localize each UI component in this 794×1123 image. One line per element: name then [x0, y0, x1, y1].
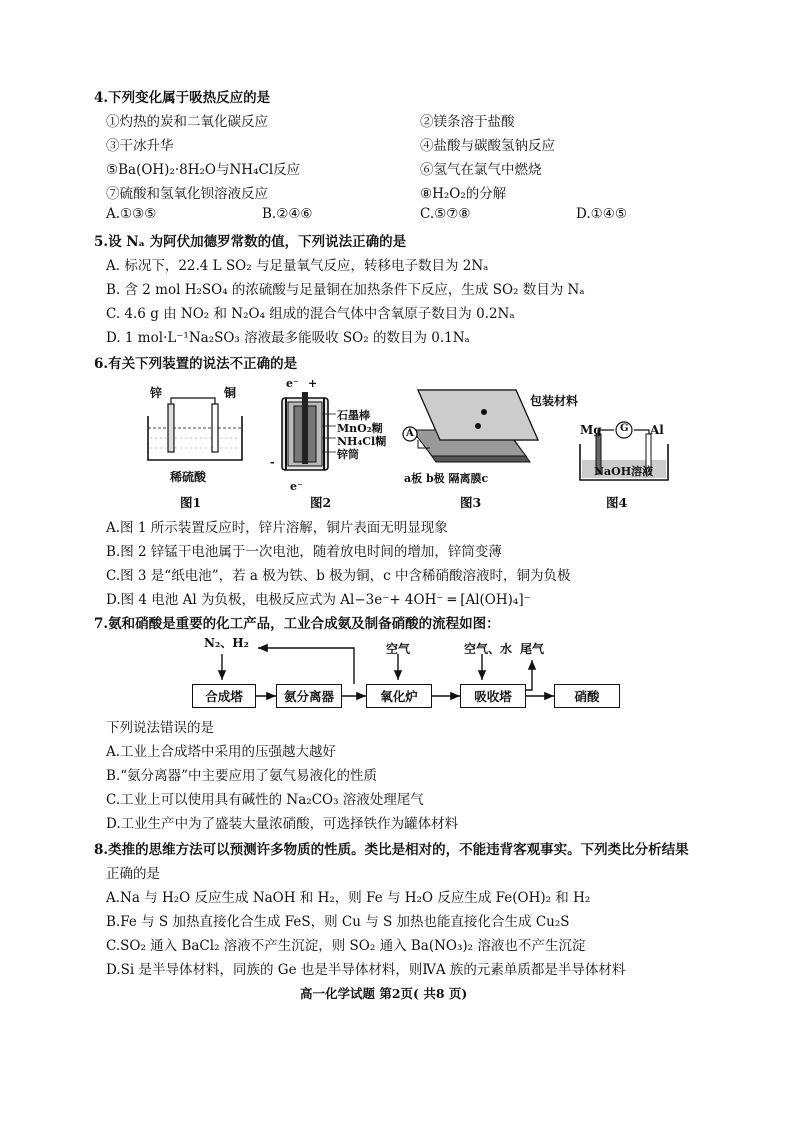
- fig2-plus: +: [308, 377, 318, 390]
- q8-option-d: D.Si 是半导体材料，同族的 Ge 也是半导体材料，则ⅣA 族的元素单质都是半导体材料: [106, 962, 626, 978]
- q5-option-c: C. 4.6 g 由 NO₂ 和 N₂O₄ 组成的混合气体中含氧原子数目为 0.2Nₐ: [106, 306, 515, 322]
- fig3-ammeter-label: A: [406, 428, 414, 439]
- fig3-caption: 图3: [460, 495, 482, 510]
- q4-item-6: ⑥氢气在氯气中燃烧: [420, 162, 542, 178]
- q7-flow-n2h2: N₂、H₂: [204, 636, 249, 650]
- q7-stem: 7.氨和硝酸是重要的化工产品，工业合成氨及制备硝酸的流程如图：: [94, 616, 500, 632]
- fig3-diagram: [398, 382, 544, 472]
- q7-flow-air-water: 空气、水: [464, 642, 513, 656]
- q5-option-d: D. 1 mol·L⁻¹Na₂SO₃ 溶液最多能吸收 SO₂ 的数目为 0.1Nₐ: [106, 330, 470, 346]
- q8-option-c: C.SO₂ 通入 BaCl₂ 溶液不产生沉淀，则 SO₂ 通入 Ba(NO₃)₂ 溶液也不产生沉淀: [106, 938, 586, 954]
- q7-box-oxidation-furnace: 氧化炉: [366, 684, 432, 708]
- q7-box-absorber: 吸收塔: [460, 684, 526, 708]
- q7-option-b: B.“氨分离器”中主要应用了氨气易液化的性质: [106, 768, 378, 784]
- fig2-caption: 图2: [310, 495, 332, 510]
- q4-item-1: ①灼热的炭和二氧化碳反应: [106, 114, 268, 130]
- q7-option-c: C.工业上可以使用具有碱性的 Na₂CO₃ 溶液处理尾气: [106, 792, 424, 808]
- fig2-label-zinc-can: 锌筒: [337, 448, 359, 461]
- fig3-bottom-labels: a板 b极 隔离膜c: [404, 472, 489, 485]
- q8-stem-line1: 8.类推的思维方法可以预测许多物质的性质。类比是相对的，不能违背客观事实。下列类比分析结果: [94, 842, 689, 858]
- q8-option-a: A.Na 与 H₂O 反应生成 NaOH 和 H₂，则 Fe 与 H₂O 反应生成 Fe(OH)₂ 和 H₂: [106, 890, 591, 906]
- fig4-mg-label: Mg: [580, 423, 602, 437]
- fig2-leader-lines: [322, 400, 338, 470]
- fig1-solution-label: 稀硫酸: [170, 470, 207, 484]
- q6-option-a: A.图 1 所示装置反应时，锌片溶解，铜片表面无明显现象: [106, 520, 448, 536]
- fig2-label-mno2: MnO₂糊: [337, 422, 383, 435]
- fig1-copper-label: 铜: [224, 386, 237, 400]
- q4-item-3: ③干冰升华: [106, 138, 174, 154]
- q4-option-a: A.①③⑤: [106, 206, 157, 222]
- q6-option-c: C.图 3 是“纸电池”，若 a 极为铁、b 极为铜，c 中含稀硝酸溶液时，铜为负极: [106, 568, 571, 584]
- q7-flow-air: 空气: [386, 642, 411, 656]
- q7-option-d: D.工业生产中为了盛装大量浓硝酸，可选择铁作为罐体材料: [106, 816, 459, 832]
- fig4-galvanometer-label: G: [620, 423, 629, 434]
- fig2-minus: -: [270, 456, 275, 469]
- q4-item-8: ⑧H₂O₂的分解: [420, 186, 507, 202]
- fig1-diagram: [140, 398, 250, 468]
- q4-item-5: ⑤Ba(OH)₂·8H₂O与NH₄Cl反应: [106, 162, 301, 178]
- q7-flow-tail-gas: 尾气: [520, 642, 545, 656]
- q5-stem: 5.设 Nₐ 为阿伏加德罗常数的值，下列说法正确的是: [94, 234, 407, 250]
- q5-option-a: A. 标况下，22.4 L SO₂ 与足量氧气反应，转移电子数目为 2Nₐ: [106, 258, 489, 274]
- fig1-caption: 图1: [180, 495, 202, 510]
- q4-item-2: ②镁条溶于盐酸: [420, 114, 515, 130]
- q4-item-4: ④盐酸与碳酸氢钠反应: [420, 138, 555, 154]
- q5-option-b: B. 含 2 mol H₂SO₄ 的浓硫酸与足量铜在加热条件下反应，生成 SO₂ 数目为 Nₐ: [106, 282, 585, 298]
- q4-option-d: D.①④⑤: [576, 206, 627, 222]
- q7-box-synthesis-tower: 合成塔: [192, 684, 256, 708]
- fig2-electron-bottom: e⁻: [290, 480, 303, 493]
- q6-option-b: B.图 2 锌锰干电池属于一次电池，随着放电时间的增加，锌筒变薄: [106, 544, 502, 560]
- q6-stem: 6.有关下列装置的说法不正确的是: [94, 356, 298, 372]
- fig4-solution-label: NaOH溶液: [594, 465, 654, 478]
- fig3-packaging-label: 包装材料: [530, 394, 579, 408]
- fig2-electron-top: e⁻: [286, 377, 299, 390]
- q4-option-b: B.②④⑥: [262, 206, 313, 222]
- q7-box-nitric-acid: 硝酸: [554, 684, 620, 708]
- page-footer: 高一化学试题 第2页( 共8 页): [300, 986, 468, 1001]
- q8-option-b: B.Fe 与 S 加热直接化合生成 FeS，则 Cu 与 S 加热也能直接化合生成 Cu₂S: [106, 914, 570, 930]
- q7-option-a: A.工业上合成塔中采用的压强越大越好: [106, 744, 337, 760]
- fig1-zinc-label: 锌: [150, 386, 163, 400]
- q6-option-d: D.图 4 电池 Al 为负极，电极反应式为 Al−3e⁻+ 4OH⁻ ═ [Al(OH)₄]⁻: [106, 592, 531, 608]
- q7-box-ammonia-separator: 氨分离器: [276, 684, 342, 708]
- fig4-al-label: Al: [650, 423, 664, 437]
- fig2-label-graphite: 石墨棒: [337, 409, 370, 422]
- fig2-label-nh4cl: NH₄Cl糊: [337, 435, 387, 448]
- fig4-caption: 图4: [606, 495, 628, 510]
- q4-item-7: ⑦硫酸和氢氧化钡溶液反应: [106, 186, 268, 202]
- q8-stem-line2: 正确的是: [106, 866, 160, 882]
- q7-sub-stem: 下列说法错误的是: [106, 720, 214, 736]
- q4-option-c: C.⑤⑦⑧: [420, 206, 471, 222]
- q4-stem: 4.下列变化属于吸热反应的是: [94, 90, 271, 106]
